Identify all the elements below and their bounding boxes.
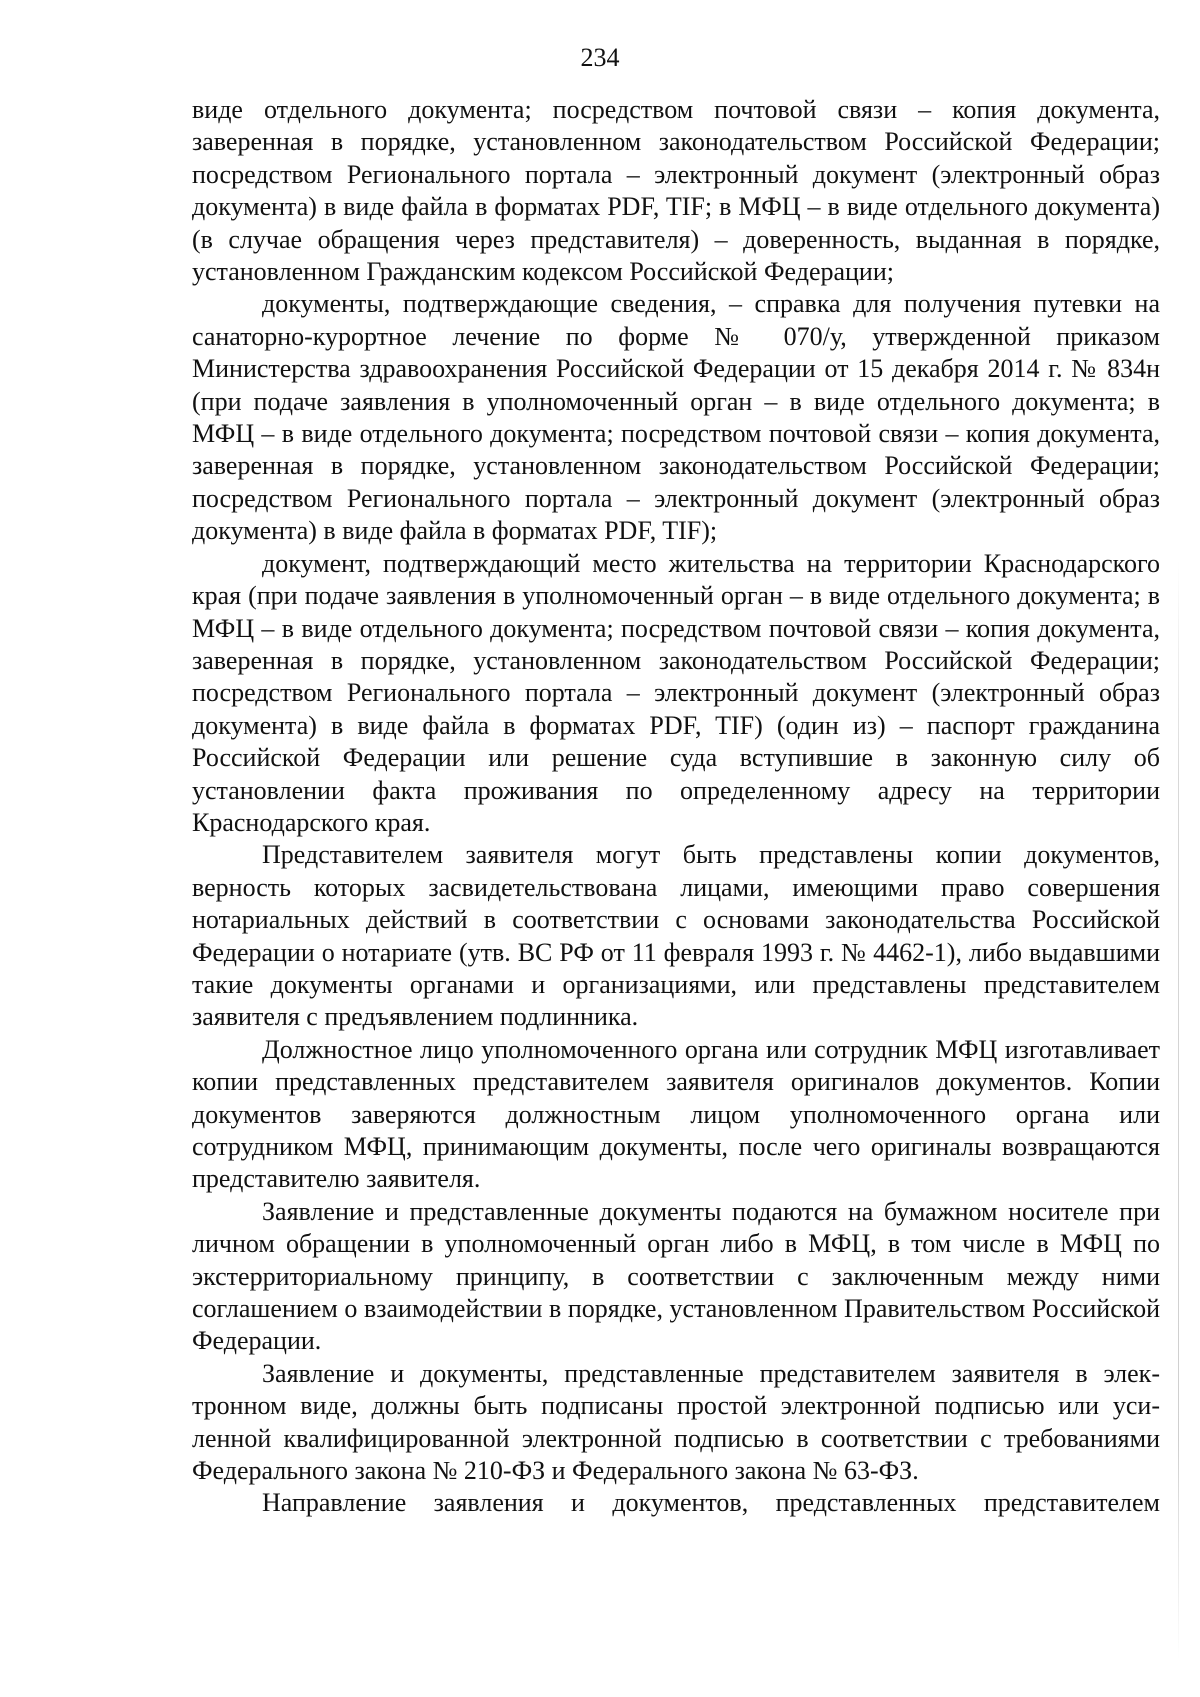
paragraph-residence-document: документ, подтверждающий место жительства на территории Краснодарского края (при подаче заявления в уполномоченный орган – в виде отдельного документа; в МФЦ – в виде отдельного документа; посредством почтовой связи – копия документа, заверенная в порядке, установленном законодательством Российской Федерации; посредством Регионального портала – электронный документ (электронный образ документа) в виде файла в форматах PDF, TIF) (один из) – паспорт гражданина Российской Федерации или решение суда вступившие в законную силу об установлении факта проживания по определенному адресу на территории Краснодарского края.: [192, 548, 1160, 837]
paragraph-paper-submission: Заявление и представленные документы подаются на бумажном носителе при личном обращении в уполномоченный орган либо в МФЦ, в том числе в МФЦ по экстерриториальному принципу, в соответствии с заключенным между ними соглашением о взаимодействии в порядке, установленном Правительством Российской Федерации.: [192, 1196, 1160, 1356]
paragraph-copy-certification: Должностное лицо уполномоченного органа или сотрудник МФЦ изготавливает копии представленных представителем заявителя оригиналов документов. Копии документов заверяются должностным лицом уполномоченного органа или сотрудником МФЦ, принимающим документы, после чего оригиналы возвращаются представителю заявителя.: [192, 1034, 1160, 1194]
paragraph-electronic-signature: Заявление и документы, представленные представителем заявителя в электронном виде, должны быть подписаны простой электронной подписью или усиленной квалифицированной электронной подписью в соответствии с требованиями Федерального закона № 210-ФЗ и Федерального закона № 63-ФЗ.: [192, 1358, 1160, 1486]
paragraph-confirming-documents: документы, подтверждающие сведения, – справка для получения путевки на санаторно-курортное лечение по форме № 070/у, утвержденной приказом Министерства здравоохранения Российской Федерации от 15 декабря 2014 г. № 834н (при подаче заявления в уполномоченный орган – в виде отдельного документа; в МФЦ – в виде отдельного документа; посредством почтовой связи – копия документа, заверенная в порядке, установленном законодательством Российской Федерации; посредством Регионального портала – электронный документ (электронный образ документа) в виде файла в форматах PDF, TIF);: [192, 289, 1160, 546]
scan-edge-line: [1178, 560, 1179, 1660]
document-body: [192, 94, 1160, 1520]
paragraph-notarized-copies: Представителем заявителя могут быть представлены копии документов, верность которых засвидетельствована лицами, имеющими право совершения нотариальных действий в соответствии с основами законодательства Российской Федерации о нотариате (утв. ВС РФ от 11 февраля 1993 г. № 4462-1), либо выдавшими такие документы органами и организациями, или представлены представителем заявителя с предъявлением подлинника.: [192, 840, 1160, 1032]
paragraph-document-forms: виде отдельного документа; посредством почтовой связи – копия документа, заверенная в порядке, установленном законодательством Российской Федерации; посредством Регионального портала – электронный документ (электронный образ документа) в виде файла в форматах PDF, TIF; в МФЦ – в виде отдельного документа) (в случае обращения через представителя) – доверенность, выданная в порядке, установленном Гражданским кодексом Российской Федерации;: [192, 95, 1160, 287]
page-number: 234: [580, 43, 620, 72]
paragraph-continuation: Направление заявления и документов, представленных представителем: [262, 1488, 1160, 1518]
